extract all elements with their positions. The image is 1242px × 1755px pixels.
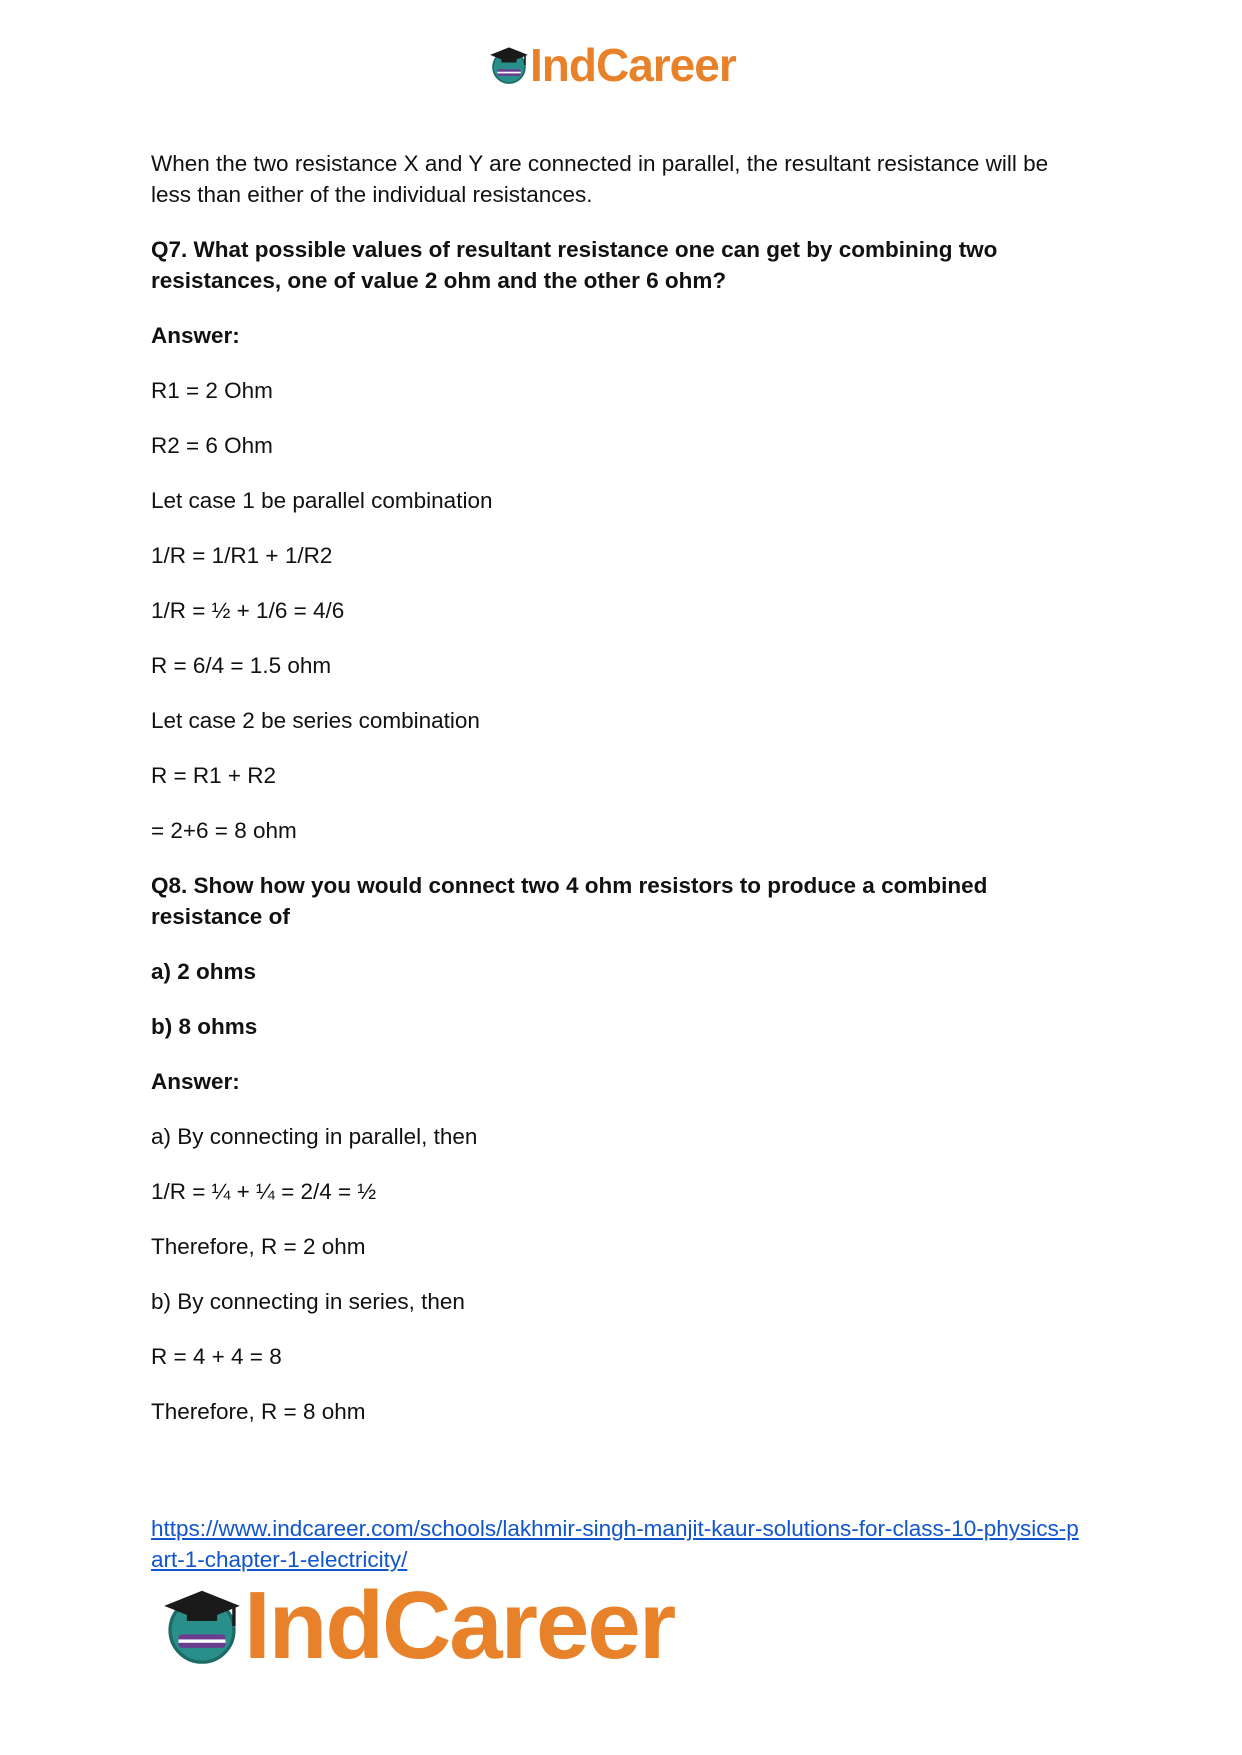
header-logo [488,39,736,91]
paragraph-text: 1/R = ¼ + ¼ = 2/4 = ½ [151,1179,377,1204]
logo-text: IndCareer [530,39,736,91]
question-text: Q8. Show how you would connect two 4 ohm resistors to produce a combined resistance of [151,873,988,929]
paragraph-text: Therefore, R = 8 ohm [151,1399,366,1424]
graduation-cap-book-icon [160,1584,244,1668]
paragraph-text: R1 = 2 Ohm [151,378,273,403]
paragraph-text: b) By connecting in series, then [151,1289,465,1314]
question-text: Answer: [151,1069,240,1094]
paragraph-text: Therefore, R = 2 ohm [151,1234,366,1259]
question-text: a) 2 ohms [151,959,257,984]
logo-text: IndCareer [244,1572,675,1679]
paragraph-text: R = 4 + 4 = 8 [151,1344,282,1369]
paragraph-text: Let case 2 be series combination [151,708,480,733]
paragraph-text: 1/R = 1/R1 + 1/R2 [151,543,333,568]
paragraph-text: a) By connecting in parallel, then [151,1124,478,1149]
paragraph-text: 1/R = ½ + 1/6 = 4/6 [151,598,345,623]
paragraph-text: Let case 1 be parallel combination [151,488,493,513]
paragraph-text: R2 = 6 Ohm [151,433,273,458]
question-text: b) 8 ohms [151,1014,258,1039]
question-text: Answer: [151,323,240,348]
graduation-cap-book-icon [488,44,530,86]
source-link[interactable]: https://www.indcareer.com/schools/lakhmir-singh-manjit-kaur-solutions-for-class-10-physics-part-1-chapter-1-electricity/ [151,1516,1079,1572]
footer-logo [160,1572,675,1679]
document-body [151,148,1091,1451]
paragraph-text: = 2+6 = 8 ohm [151,818,297,843]
paragraph-text: R = 6/4 = 1.5 ohm [151,653,332,678]
paragraph-text: R = R1 + R2 [151,763,277,788]
paragraph-text: When the two resistance X and Y are connected in parallel, the resultant resistance will be less than either of the individual resistances. [151,151,1049,207]
question-text: Q7. What possible values of resultant resistance one can get by combining two resistances, one of value 2 ohm and the other 6 ohm? [151,237,998,293]
